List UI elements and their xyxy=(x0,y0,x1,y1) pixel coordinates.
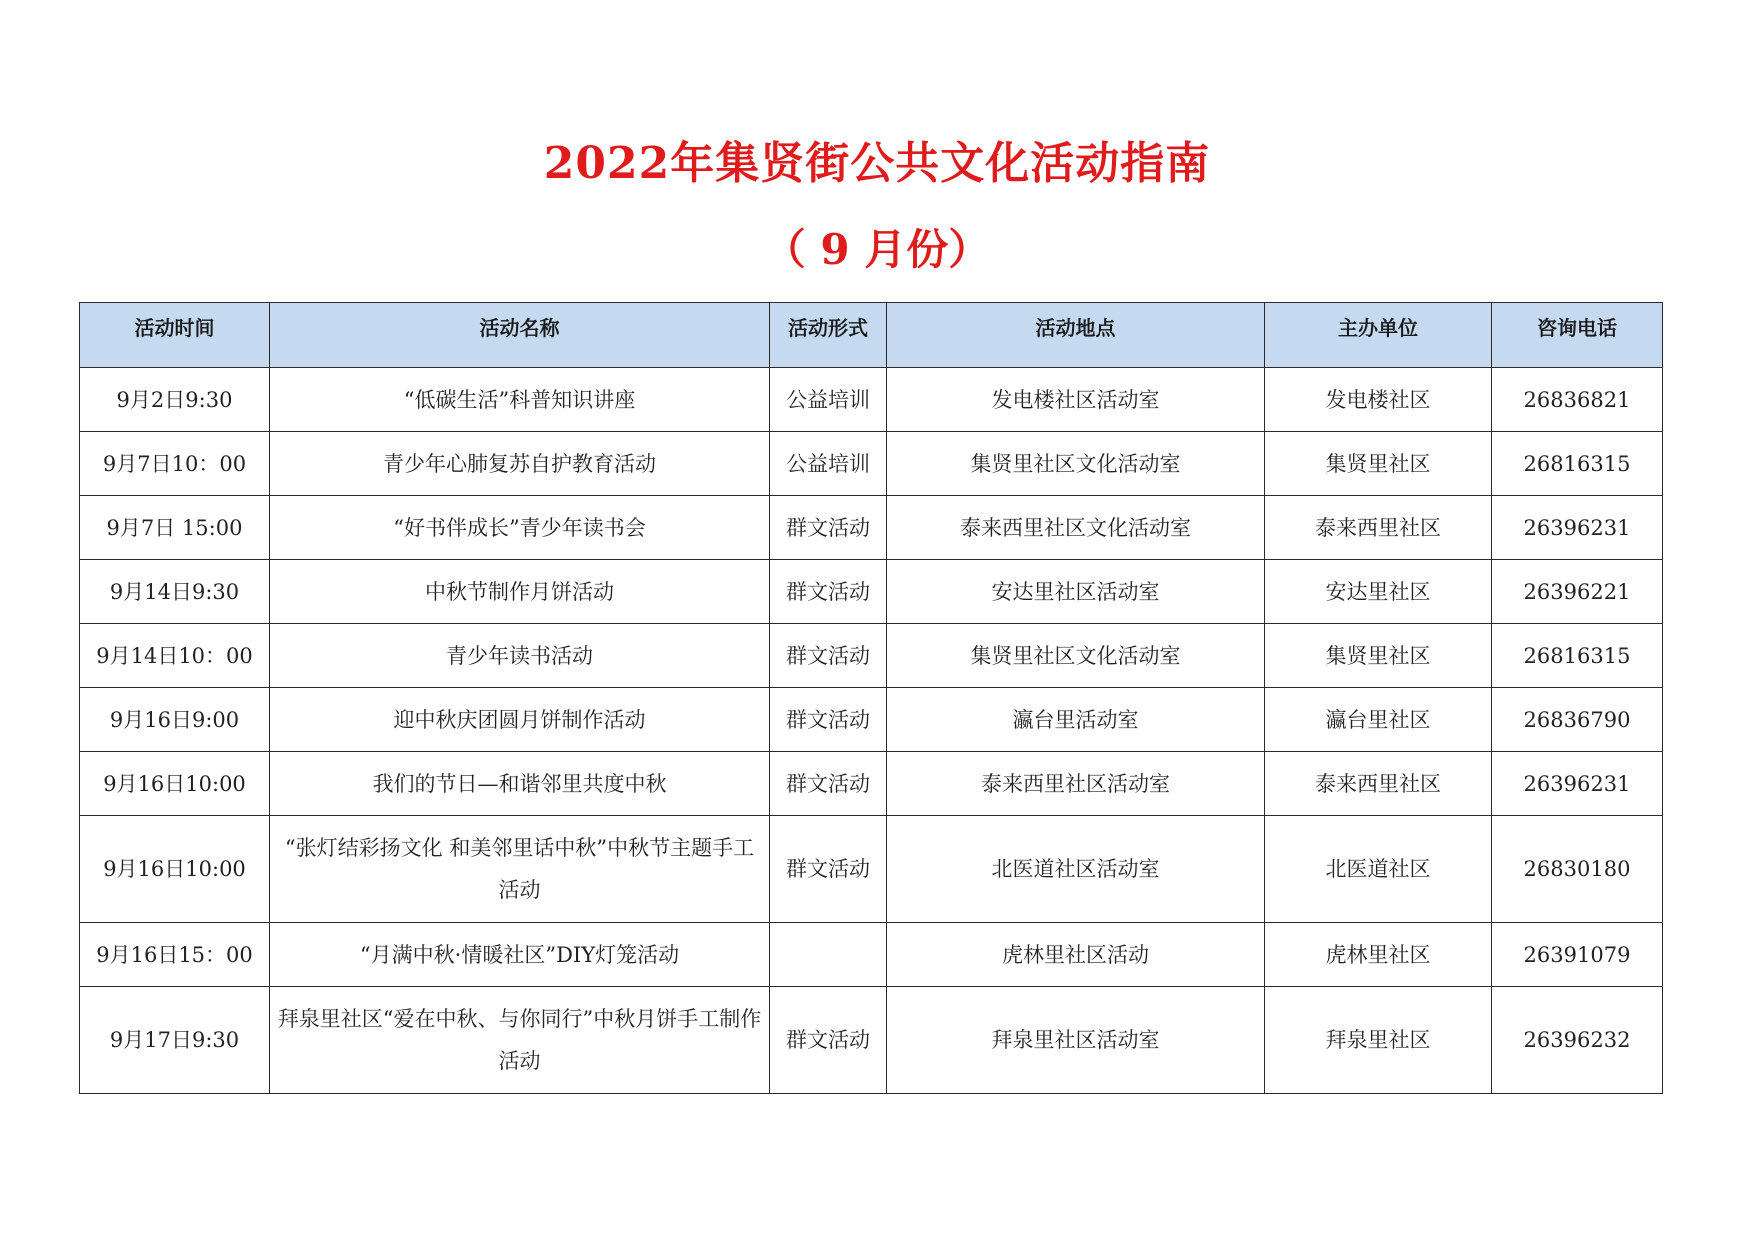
cell-form: 公益培训 xyxy=(770,368,887,432)
cell-phone: 26396231 xyxy=(1492,752,1663,816)
cell-phone: 26396231 xyxy=(1492,496,1663,560)
cell-form: 群文活动 xyxy=(770,624,887,688)
cell-organizer: 虎林里社区 xyxy=(1265,923,1492,987)
header-organizer: 主办单位 xyxy=(1265,303,1492,368)
header-phone: 咨询电话 xyxy=(1492,303,1663,368)
cell-organizer: 泰来西里社区 xyxy=(1265,752,1492,816)
cell-name: “低碳生活”科普知识讲座 xyxy=(270,368,770,432)
cell-time: 9月7日10：00 xyxy=(80,432,270,496)
table-row xyxy=(80,688,1663,752)
cell-location: 发电楼社区活动室 xyxy=(887,368,1265,432)
cell-name: 我们的节日—和谐邻里共度中秋 xyxy=(270,752,770,816)
cell-time: 9月16日9:00 xyxy=(80,688,270,752)
page-subtitle: （ 9 月份） xyxy=(763,225,991,274)
cell-phone: 26396232 xyxy=(1492,987,1663,1094)
cell-location: 集贤里社区文化活动室 xyxy=(887,624,1265,688)
cell-form: 群文活动 xyxy=(770,987,887,1094)
cell-phone: 26836790 xyxy=(1492,688,1663,752)
cell-time: 9月16日10:00 xyxy=(80,752,270,816)
cell-name: 中秋节制作月饼活动 xyxy=(270,560,770,624)
cell-form: 群文活动 xyxy=(770,560,887,624)
cell-form: 群文活动 xyxy=(770,752,887,816)
header-form: 活动形式 xyxy=(770,303,887,368)
cell-time: 9月2日9:30 xyxy=(80,368,270,432)
cell-organizer: 瀛台里社区 xyxy=(1265,688,1492,752)
table-row xyxy=(80,432,1663,496)
cell-name: 迎中秋庆团圆月饼制作活动 xyxy=(270,688,770,752)
header-name: 活动名称 xyxy=(270,303,770,368)
table-header-row xyxy=(80,303,1663,368)
cell-phone: 26396221 xyxy=(1492,560,1663,624)
cell-time: 9月16日15：00 xyxy=(80,923,270,987)
cell-phone: 26816315 xyxy=(1492,624,1663,688)
cell-location: 瀛台里活动室 xyxy=(887,688,1265,752)
table-row xyxy=(80,816,1663,923)
cell-organizer: 集贤里社区 xyxy=(1265,432,1492,496)
cell-location: 拜泉里社区活动室 xyxy=(887,987,1265,1094)
page-title: 2022年集贤街公共文化活动指南 xyxy=(543,138,1211,189)
cell-location: 北医道社区活动室 xyxy=(887,816,1265,923)
cell-phone: 26836821 xyxy=(1492,368,1663,432)
cell-location: 泰来西里社区文化活动室 xyxy=(887,496,1265,560)
cell-location: 安达里社区活动室 xyxy=(887,560,1265,624)
cell-location: 泰来西里社区活动室 xyxy=(887,752,1265,816)
cell-organizer: 发电楼社区 xyxy=(1265,368,1492,432)
header-time: 活动时间 xyxy=(80,303,270,368)
cell-form: 群文活动 xyxy=(770,816,887,923)
activity-schedule-table xyxy=(79,302,1663,1094)
cell-organizer: 北医道社区 xyxy=(1265,816,1492,923)
cell-organizer: 集贤里社区 xyxy=(1265,624,1492,688)
cell-time: 9月14日9:30 xyxy=(80,560,270,624)
cell-location: 集贤里社区文化活动室 xyxy=(887,432,1265,496)
cell-name: 青少年心肺复苏自护教育活动 xyxy=(270,432,770,496)
cell-name: 拜泉里社区“爱在中秋、与你同行”中秋月饼手工制作活动 xyxy=(270,987,770,1094)
cell-phone: 26830180 xyxy=(1492,816,1663,923)
table-row xyxy=(80,624,1663,688)
cell-form xyxy=(770,923,887,987)
table-row xyxy=(80,560,1663,624)
cell-location: 虎林里社区活动 xyxy=(887,923,1265,987)
cell-phone: 26816315 xyxy=(1492,432,1663,496)
cell-time: 9月7日 15:00 xyxy=(80,496,270,560)
cell-organizer: 拜泉里社区 xyxy=(1265,987,1492,1094)
cell-name: 青少年读书活动 xyxy=(270,624,770,688)
cell-form: 群文活动 xyxy=(770,496,887,560)
table-row xyxy=(80,496,1663,560)
cell-form: 公益培训 xyxy=(770,432,887,496)
cell-time: 9月14日10：00 xyxy=(80,624,270,688)
cell-phone: 26391079 xyxy=(1492,923,1663,987)
cell-time: 9月16日10:00 xyxy=(80,816,270,923)
table-row xyxy=(80,923,1663,987)
cell-time: 9月17日9:30 xyxy=(80,987,270,1094)
header-location: 活动地点 xyxy=(887,303,1265,368)
cell-name: “张灯结彩扬文化 和美邻里话中秋”中秋节主题手工活动 xyxy=(270,816,770,923)
cell-organizer: 泰来西里社区 xyxy=(1265,496,1492,560)
cell-organizer: 安达里社区 xyxy=(1265,560,1492,624)
cell-name: “好书伴成长”青少年读书会 xyxy=(270,496,770,560)
cell-form: 群文活动 xyxy=(770,688,887,752)
table-row xyxy=(80,368,1663,432)
table-row xyxy=(80,987,1663,1094)
table-row xyxy=(80,752,1663,816)
cell-name: “月满中秋·情暖社区”DIY灯笼活动 xyxy=(270,923,770,987)
